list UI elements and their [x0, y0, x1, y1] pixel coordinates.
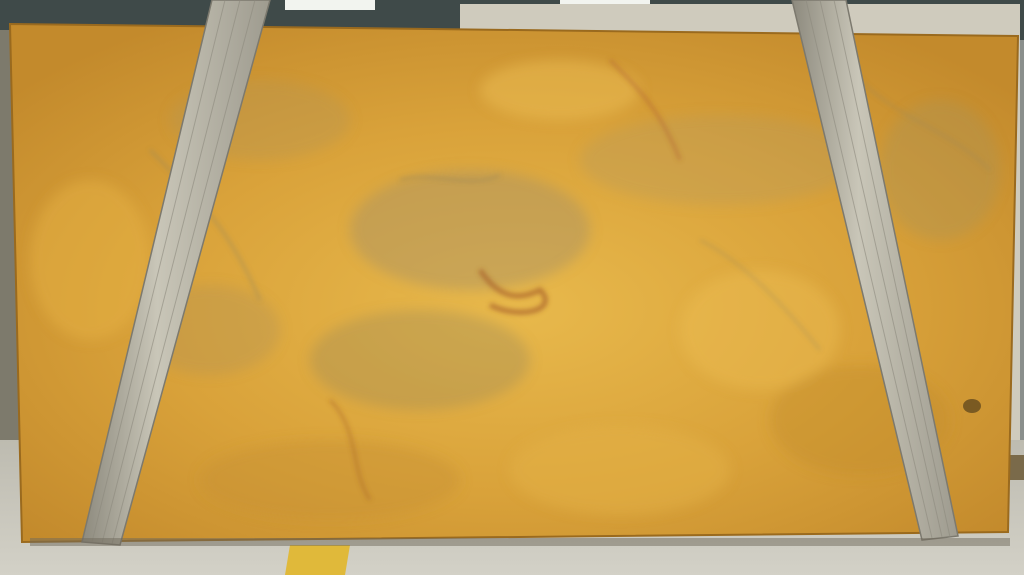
slab-base-shadow: [30, 538, 1010, 546]
ceiling-light-panel: [285, 0, 375, 10]
slab-hole: [963, 399, 981, 413]
floor-stripe: [285, 545, 350, 575]
